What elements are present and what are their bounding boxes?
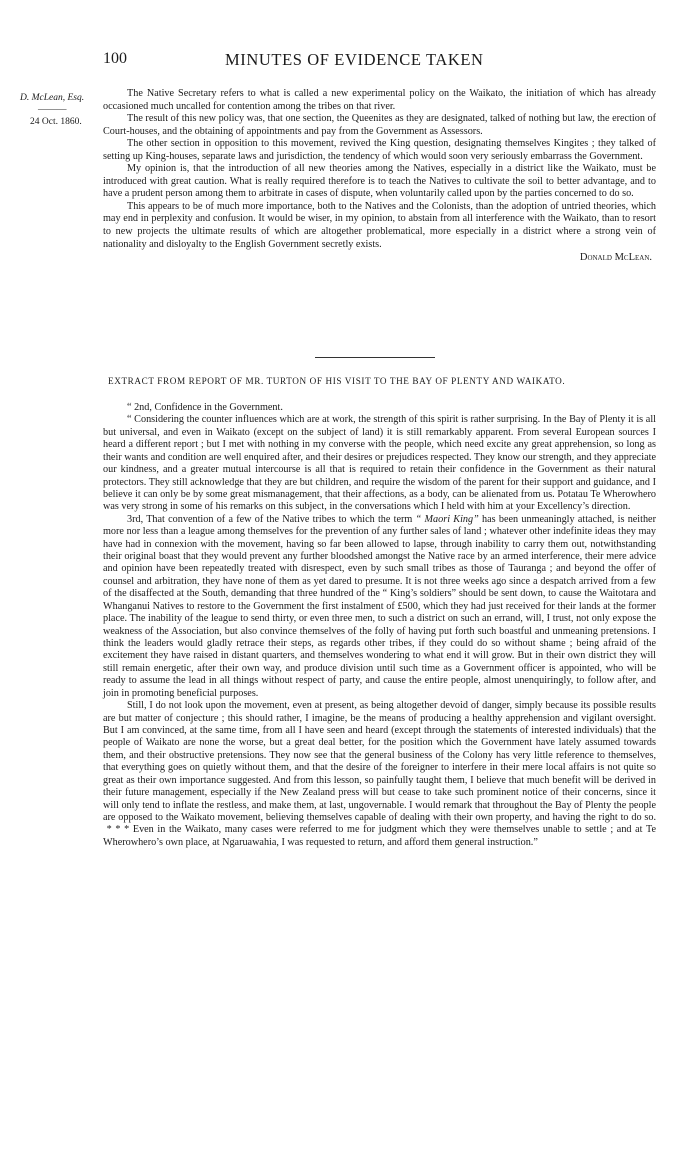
paragraph: The other section in opposition to this movement, revived the King question, designating themselves Kingites ; they talked of setting up King-houses, separate laws and jurisdiction, the tendency of which would soon very seriously embarrass the Government. (103, 138, 656, 162)
text-span: Even in the Waikato, many cases were referred to me for judgment which they were themselves unable to settle ; and at Te Wherowhero’s own place, at Ngaruawahia, I was requested to return, and afford them general instruction.” (103, 824, 656, 848)
running-title: MINUTES OF EVIDENCE TAKEN (225, 50, 484, 69)
margin-date: 24 Oct. 1860. (30, 117, 82, 127)
paragraph: The Native Secretary refers to what is called a new experimental policy on the Waikato, the initiation of which has already occasioned much uncalled for contention among the tribes on that river. (103, 88, 656, 112)
page-header (0, 50, 700, 70)
signature: Donald McLean. (579, 252, 652, 264)
extract-heading: EXTRACT FROM REPORT OF MR. TURTON OF HIS VISIT TO THE BAY OF PLENTY AND WAIKATO. (108, 376, 566, 386)
margin-dash: ——— (38, 105, 67, 115)
margin-notes (20, 92, 100, 128)
section-divider (315, 357, 435, 358)
extract-paragraph: “ Considering the counter influences which are at work, the strength of this spirit is rather surprising. In the Bay of Plenty it is all but universal, and even in Waikato (except on the subject of land) it is still remarkably apparent. From several European sources I heard a different report ; but I met with nothing in my converse with the people, which need excite any great apprehension, so long as their wants and condition are well enquired after, and their desires or prejudices respected. They know our strength, and they appreciate our kindness, and a greater mutual intercourse is all that is required to retain their confidence in the Government as their natural protectors. They still acknowledge that they are but children, and require the wisdom of the parent for their support and guidance, and I believe it can only be by some great mismanagement, that their affections, as a body, can be alienated from us. Potatau Te Wherowhero was very strong in some of his remarks on this subject, in the conversations which I held with him at your Excellency’s direction. (103, 414, 656, 513)
extract-paragraph: “ 2nd, Confidence in the Government. (127, 402, 283, 413)
evidence-body (103, 88, 656, 265)
paragraph: My opinion is, that the introduction of all new theories among the Natives, especially in a district like the Waikato, must be introduced with great caution. What is really required therefore is to teach the Natives to cultivate the soil to better advantage, and to have a prudent person among them to arbitrate in cases of dispute, when voluntarily called upon by the parties concerned to do so. (103, 163, 656, 200)
text-span: has been unmeaningly attached, is neither more nor less than a league among themselves for the prevention of any further sales of land ; whatever other indefinite ideas they may have had in connexion with the movement, having so far been allowed to lapse, through inability to carry them out, notwithstanding their original boast that they would prevent any further bloodshed amongst the Native race by an armed interference, their mere advice and opinion have been repeatedly treated with disrespect, even by such small tribes as those of Tauranga ; and beyond the offer of counsel and arbitration, they have none of them as yet dared to presume. It is not three weeks ago since a despatch arrived from a few of the disaffected at the South, demanding that three hundred of the “ King’s soldiers” should be sent down, to cause the Waitotara and Whanganui Natives to restore to the Government the first instalment of £500, which they had just received for their lands at the former place. The inability of the league to send thirty, or even three men, to such a district on such an errand, will, I trust, not only expose the weakness of the Association, but also convince themselves of the folly of having put forth such boastful and unmeaning pretensions. I think the leaders would gladly retrace their steps, as regards other tribes, if they could do so without shame ; being afraid of the excitement they have raised in distant quarters, and themselves wondering to what end it will grow. But in their own district they will still remain energetic, after their own way, and produce division until such time as a Government officer is appointed, who will be ready to assume the lead in all things without respect of party, and cause the entire people, almost unenquiringly, to follow after, and join in promoting beneficial purposes. (103, 513, 656, 699)
text-span: Still, I do not look upon the movement, even at present, as being altogether devoid of danger, simply because its possible results are but matter of conjecture ; this should rather, I imagine, be the means of producing a healthy apprehension and vigilant oversight. But I am convinced, at the same time, from all I have seen and heard (except through the statements of interested individuals) that the people of Waikato are none the worse, but a great deal better, for the position which the Government have lately assumed towards them, and their obstructive pretensions. They now see that the general business of the Colony has very little reference to themselves, that everything goes on quietly without them, and that the desire of the foreigner to interfere in their mere local affairs is not quite so great as their own importance suggested. And from this lesson, so painfully taught them, I believe that much benefit will be derived in their future management, especially if the New Zealand press will but cease to take such prominent notice of their concerns, since it will only tend to inflate the restless, and make them, at last, ungovernable. I would remark that throughout the Bay of Plenty the people are opposed to the Waikato movement, believing themselves capable of dealing with their own property, and having the right to do so. (103, 700, 656, 823)
maori-king-term: “ Maori King” (415, 513, 479, 525)
paragraph: This appears to be of much more importance, both to the Natives and the Colonists, than the adoption of untried theories, which may end in perplexity and confusion. It would be wiser, in my opinion, to abstain from all interference with the Waikato, than to resort to new projects the ultimate results of which are altogether problematical, more especially in a district where a strong vein of nationality and disloyalty to the English Government secretly exists. (103, 200, 656, 250)
text-span: 3rd, That convention of a few of the Native tribes to which the term (127, 513, 416, 525)
paragraph: The result of this new policy was, that one section, the Queenites as they are designated, talked of nothing but law, the erection of Court-houses, and the obtaining of appointments and pay from the Government as Assessors. (103, 113, 656, 137)
extract-body (103, 402, 656, 849)
page-number: 100 (103, 50, 127, 67)
margin-witness-name: D. McLean, Esq. (20, 93, 85, 103)
extract-paragraph (103, 700, 656, 849)
ellipsis-stars: * * * (103, 824, 133, 836)
extract-paragraph (103, 514, 656, 700)
